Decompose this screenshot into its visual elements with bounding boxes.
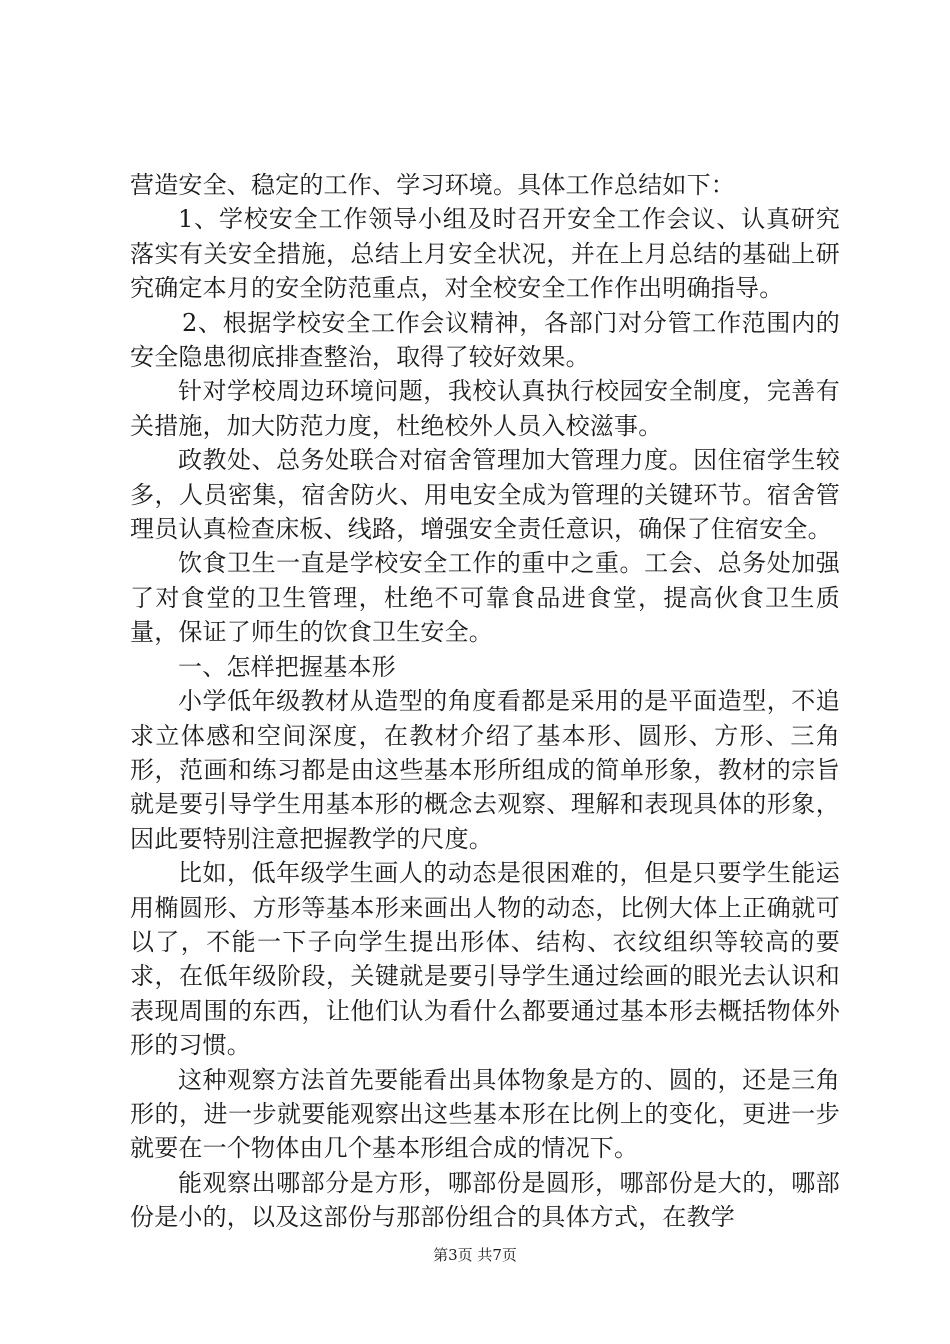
page-number: 第3页 共7页 bbox=[433, 1246, 517, 1264]
paragraph-continuation: 能观察出哪部分是方形，哪部份是圆形，哪部份是大的，哪部份是小的，以及这部份与那部份组合的具体方式，在教学 bbox=[130, 1168, 840, 1232]
paragraph-example: 比如，低年级学生画人的动态是很困难的，但是只要学生能运用椭圆形、方形等基本形来画出人物的动态，比例大体上正确就可以了，不能一下子向学生提出形体、结构、衣纹组织等较高的要求，在低年级阶段，关键就是要引导学生通过绘画的眼光去认识和表现周围的东西，让他们认为看什么都要通过基本形去概括物体外形的习惯。 bbox=[130, 859, 840, 1060]
section-heading: 一、怎样把握基本形 bbox=[178, 652, 396, 681]
paragraph-dormitory: 政教处、总务处联合对宿舍管理加大管理力度。因住宿学生较多，人员密集，宿舍防火、用电安全成为管理的关键环节。宿舍管理员认真检查床板、线路，增强安全责任意识，确保了住宿安全。 bbox=[130, 446, 840, 544]
paragraph-item-1: 1、学校安全工作领导小组及时召开安全工作会议、认真研究落实有关安全措施，总结上月安全状况，并在上月总结的基础上研究确定本月的安全防范重点，对全校安全工作作出明确指导。 bbox=[130, 205, 840, 303]
paragraph-item-2: 2、根据学校安全工作会议精神，各部门对分管工作范围内的安全隐患彻底排查整治，取得了较好效果。 bbox=[130, 308, 840, 372]
paragraph-intro: 营造安全、稳定的工作、学习环境。具体工作总结如下： bbox=[130, 171, 735, 199]
paragraph-food-safety: 饮食卫生一直是学校安全工作的重中之重。工会、总务处加强了对食堂的卫生管理，杜绝不可靠食品进食堂，提高伙食卫生质量，保证了师生的饮食卫生安全。 bbox=[130, 549, 840, 647]
paragraph-observation: 这种观察方法首先要能看出具体物象是方的、圆的，还是三角形的，进一步就要能观察出这些基本形在比例上的变化，更进一步就要在一个物体由几个基本形组合成的情况下。 bbox=[130, 1065, 840, 1163]
paragraph-textbook: 小学低年级教材从造型的角度看都是采用的是平面造型，不追求立体感和空间深度，在教材介绍了基本形、圆形、方形、三角形，范画和练习都是由这些基本形所组成的简单形象，教材的宗旨就是要引导学生用基本形的概念去观察、理解和表现具体的形象，因此要特别注意把握教学的尺度。 bbox=[130, 687, 840, 853]
paragraph-surroundings: 针对学校周边环境问题，我校认真执行校园安全制度，完善有关措施，加大防范力度，杜绝校外人员入校滋事。 bbox=[130, 377, 840, 440]
document-body bbox=[130, 168, 840, 1235]
